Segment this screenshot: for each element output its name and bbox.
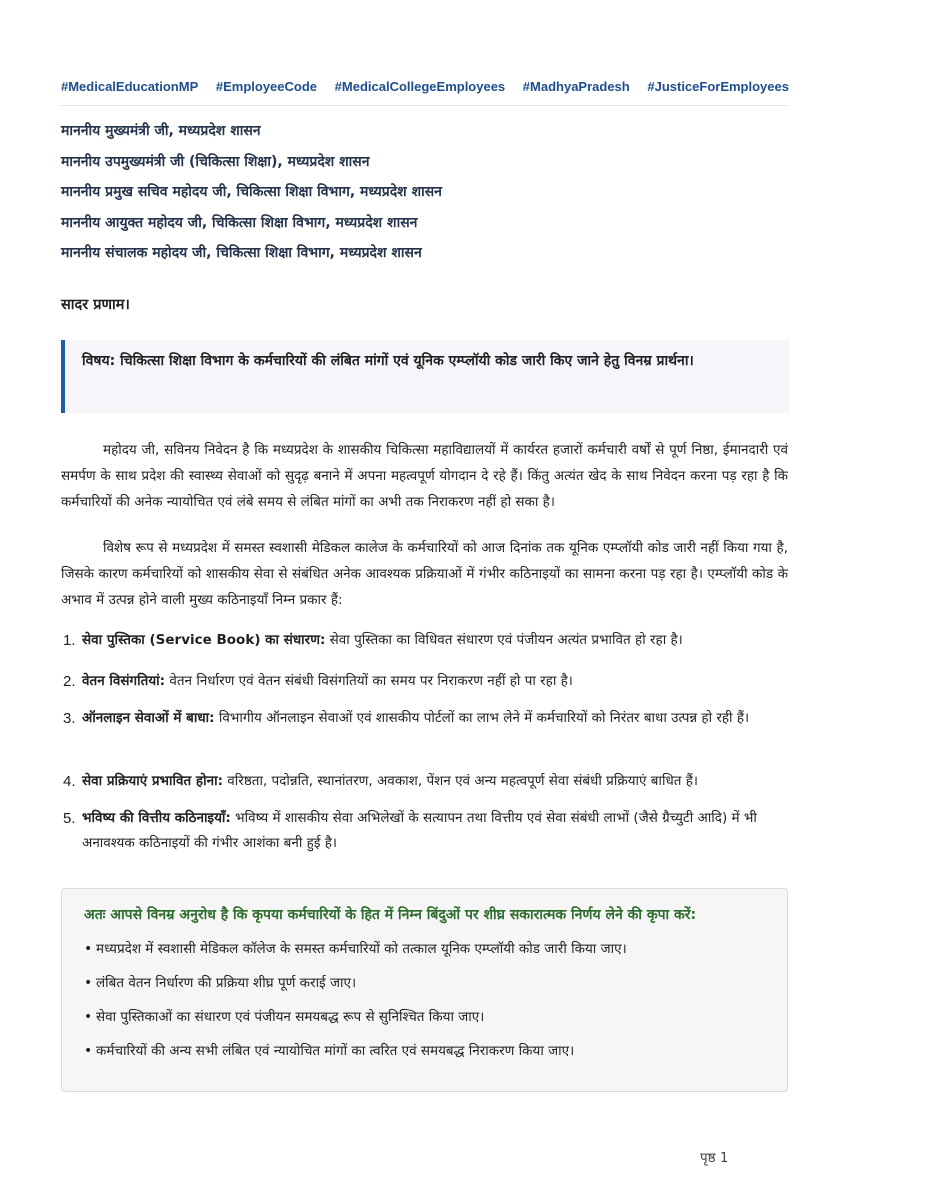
addressee-line: माननीय प्रमुख सचिव महोदय जी, चिकित्सा शिक्षा विभाग, मध्यप्रदेश शासन: [61, 184, 442, 200]
body-paragraph: विशेष रूप से मध्यप्रदेश में समस्त स्वशासी मेडिकल कालेज के कर्मचारियों को आज दिनांक तक यूनिक एम्प्लॉयी कोड जारी नहीं किया गया है, जिसके कारण कर्मचारियों को शासकीय सेवा से संबंधित अनेक आवश्यक प्रक्रियाओं में गंभीर कठिनाइयों का सामना करना पड़ रहा है। एम्प्लॉयी कोड के अभाव में उत्पन्न होने वाली मुख्य कठिनाइयाँ निम्न प्रकार हैं:: [61, 540, 788, 608]
divider: [61, 105, 788, 106]
list-item: [61, 769, 788, 806]
issue-title: ऑनलाइन सेवाओं में बाधा:: [82, 710, 215, 726]
issues-list: [61, 628, 788, 856]
bullet-icon: •: [84, 1009, 93, 1025]
body-paragraph: महोदय जी, सविनय निवेदन है कि मध्यप्रदेश के शासकीय चिकित्सा महाविद्यालयों में कार्यरत हजारों कर्मचारी वर्षों से पूर्ण निष्ठा, ईमानदारी एवं समर्पण के साथ प्रदेश की स्वास्थ्य सेवाओं को सुदृढ़ बनाने में अपना महत्वपूर्ण योगदान दे रहे हैं। किंतु अत्यंत खेद के साथ निवेदन करना पड़ रहा है कि कर्मचारियों की अनेक न्यायोचित एवं लंबे समय से लंबित मांगों का अभी तक निराकरण नहीं हो सका है।: [61, 442, 788, 510]
addressee-list: [61, 119, 788, 272]
request-item-text: लंबित वेतन निर्धारण की प्रक्रिया शीघ्र पूर्ण कराई जाए।: [96, 975, 357, 991]
list-item: [61, 806, 788, 856]
issue-title: वेतन विसंगतियां:: [82, 673, 166, 689]
issue-title: भविष्य की वित्तीय कठिनाइयाँ:: [82, 810, 231, 826]
request-box: [61, 888, 788, 1092]
list-number: 5.: [63, 810, 76, 827]
issue-text: भविष्य में शासकीय सेवा अभिलेखों के सत्यापन तथा वित्तीय एवं सेवा संबंधी लाभों (जैसे ग्रैच्युटी आदि) में भी अनावश्यक कठिनाइयों की गंभीर आशंका बनी हुई है।: [82, 810, 757, 851]
issue-text: वेतन निर्धारण एवं वेतन संबंधी विसंगतियों का समय पर निराकरण नहीं हो पा रहा है।: [165, 673, 573, 689]
hashtag[interactable]: #MedicalCollegeEmployees: [334, 79, 506, 94]
list-number: 2.: [63, 673, 76, 690]
list-item: [61, 706, 788, 769]
issue-text: वरिष्ठता, पदोन्नति, स्थानांतरण, अवकाश, पेंशन एवं अन्य महत्वपूर्ण सेवा संबंधी प्रक्रियाएं बाधित हैं।: [223, 773, 699, 789]
issue-title: सेवा पुस्तिका (Service Book) का संधारण:: [82, 632, 326, 648]
bullet-icon: •: [84, 941, 93, 957]
addressee-line: माननीय मुख्यमंत्री जी, मध्यप्रदेश शासन: [61, 123, 261, 139]
bullet-icon: •: [84, 975, 93, 991]
list-number: 4.: [63, 773, 76, 790]
subject-box: विषय: चिकित्सा शिक्षा विभाग के कर्मचारियों की लंबित मांगों एवं यूनिक एम्प्लॉयी कोड जारी किए जाने हेतु विनम्र प्रार्थना।: [61, 340, 789, 413]
addressee-line: माननीय संचालक महोदय जी, चिकित्सा शिक्षा विभाग, मध्यप्रदेश शासन: [61, 245, 422, 261]
list-item: [84, 1005, 767, 1039]
hashtag[interactable]: #EmployeeCode: [215, 79, 318, 94]
request-title: अतः आपसे विनम्र अनुरोध है कि कृपया कर्मचारियों के हित में निम्न बिंदुओं पर शीघ्र सकारात्मक निर्णय लेने की कृपा करें:: [84, 907, 697, 923]
hashtag[interactable]: #MadhyaPradesh: [522, 79, 630, 94]
list-item: [61, 628, 788, 669]
request-item-text: मध्यप्रदेश में स्वशासी मेडिकल कॉलेज के समस्त कर्मचारियों को तत्काल यूनिक एम्प्लॉयी कोड जारी किया जाए।: [96, 941, 627, 957]
greeting: सादर प्रणाम।: [61, 297, 130, 313]
list-item: [84, 937, 767, 971]
bullet-icon: •: [84, 1043, 93, 1059]
addressee-line: माननीय उपमुख्यमंत्री जी (चिकित्सा शिक्षा), मध्यप्रदेश शासन: [61, 153, 370, 170]
issue-text: सेवा पुस्तिका का विधिवत संधारण एवं पंजीयन अत्यंत प्रभावित हो रहा है।: [325, 632, 683, 648]
hashtag-bar: [61, 79, 788, 94]
list-number: 3.: [63, 710, 76, 727]
list-item: [84, 1039, 767, 1073]
request-item-text: सेवा पुस्तिकाओं का संधारण एवं पंजीयन समयबद्ध रूप से सुनिश्चित किया जाए।: [96, 1009, 485, 1025]
list-item: [61, 669, 788, 706]
hashtag[interactable]: #MedicalEducationMP: [61, 79, 199, 94]
issue-title: सेवा प्रक्रियाएं प्रभावित होना:: [82, 773, 223, 789]
addressee-line: माननीय आयुक्त महोदय जी, चिकित्सा शिक्षा विभाग, मध्यप्रदेश शासन: [61, 214, 418, 231]
request-item-text: कर्मचारियों की अन्य सभी लंबित एवं न्यायोचित मांगों का त्वरित एवं समयबद्ध निराकरण किया जाए।: [96, 1043, 575, 1059]
page-number: पृष्ठ 1: [700, 1150, 729, 1166]
list-item: [84, 971, 767, 1005]
hashtag[interactable]: #JusticeForEmployees: [647, 79, 789, 94]
list-number: 1.: [63, 632, 76, 649]
issue-text: विभागीय ऑनलाइन सेवाओं एवं शासकीय पोर्टलों का लाभ लेने में कर्मचारियों को निरंतर बाधा उत्पन्न हो रही हैं।: [214, 710, 750, 726]
